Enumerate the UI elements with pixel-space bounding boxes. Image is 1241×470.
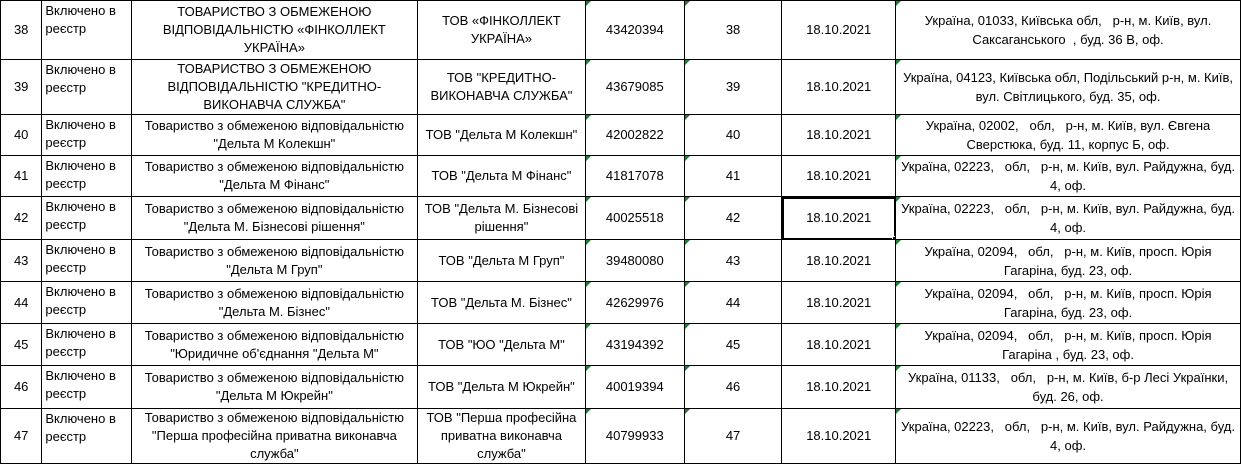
full-name-cell-text: Товариство з обмеженою відповідальністю "Дельта М Юкрейн" <box>144 370 404 403</box>
number-as-text-indicator-icon <box>685 240 690 245</box>
row-number-cell[interactable] <box>1 366 42 409</box>
registry-number-cell-text: 39 <box>725 79 741 94</box>
date-cell[interactable] <box>782 240 896 282</box>
date-cell[interactable] <box>782 324 896 366</box>
number-as-text-indicator-icon <box>586 156 591 161</box>
date-cell-text: 18.10.2021 <box>806 252 872 268</box>
status-cell-text: Включено в реєстр <box>45 199 116 232</box>
status-cell-text: Включено в реєстр <box>45 242 116 275</box>
number-as-text-indicator-icon <box>896 240 901 245</box>
full-name-cell-text: Товариство з обмеженою відповідальністю "Юридичне об'єднання "Дельта М" <box>144 327 404 361</box>
edrpou-code-cell-text: 40025518 <box>605 210 664 225</box>
row-number-cell-text: 42 <box>13 210 29 225</box>
status-cell[interactable] <box>42 240 131 282</box>
full-name-cell-text: Товариство з обмеженою відповідальністю "Дельта М. Бізнес" <box>144 285 404 319</box>
short-name-cell-text: ТОВ "КРЕДИТНО- ВИКОНАВЧА СЛУЖБА" <box>430 70 573 103</box>
row-number-cell-text: 43 <box>13 252 29 268</box>
edrpou-code-cell[interactable] <box>585 156 684 197</box>
registry-number-cell[interactable] <box>684 282 782 324</box>
edrpou-code-cell[interactable] <box>585 115 684 156</box>
status-cell[interactable] <box>42 197 131 240</box>
date-cell[interactable] <box>782 366 896 409</box>
number-as-text-indicator-icon <box>685 324 690 329</box>
registry-number-cell-text: 41 <box>725 168 741 183</box>
address-cell-text: Україна, 02094, обл, р-н, м. Київ, просп. Юрія Гагаріна, буд. 23, оф. <box>924 243 1212 278</box>
table-row <box>1 1 1241 60</box>
date-cell[interactable] <box>782 156 896 197</box>
number-as-text-indicator-icon <box>685 409 690 414</box>
edrpou-code-cell-text: 43194392 <box>605 336 664 352</box>
date-cell[interactable] <box>782 409 896 464</box>
date-cell-text: 18.10.2021 <box>806 168 872 183</box>
date-cell-text: 18.10.2021 <box>806 379 872 394</box>
full-name-cell-text: Товариство з обмеженою відповідальністю "Дельта М Фінанс" <box>144 159 404 192</box>
status-cell[interactable] <box>42 324 131 366</box>
row-number-cell-text: 45 <box>13 336 29 352</box>
edrpou-code-cell[interactable] <box>585 324 684 366</box>
short-name-cell-text: ТОВ "Дельта М. Бізнесові рішення" <box>424 201 579 234</box>
registry-number-cell-text: 46 <box>725 379 741 394</box>
edrpou-code-cell[interactable] <box>585 282 684 324</box>
number-as-text-indicator-icon <box>896 115 901 120</box>
status-cell-text: Включено в реєстр <box>45 158 116 191</box>
status-cell[interactable] <box>42 282 131 324</box>
number-as-text-indicator-icon <box>896 197 901 202</box>
address-cell-text: Україна, 01033, Київська обл, р-н, м. Київ, вул. Саксаганського , буд. 36 В, оф. <box>924 13 1212 47</box>
full-name-cell[interactable] <box>131 115 417 156</box>
status-cell[interactable] <box>42 60 131 115</box>
edrpou-code-cell-text: 43420394 <box>605 22 664 37</box>
registry-number-cell[interactable] <box>684 240 782 282</box>
date-cell-text: 18.10.2021 <box>806 127 872 142</box>
number-as-text-indicator-icon <box>685 197 690 202</box>
number-as-text-indicator-icon <box>586 282 591 287</box>
date-cell[interactable] <box>782 282 896 324</box>
status-cell-text: Включено в реєстр <box>45 411 116 444</box>
table-row <box>1 282 1241 324</box>
edrpou-code-cell[interactable] <box>585 240 684 282</box>
number-as-text-indicator-icon <box>896 60 901 65</box>
registry-number-cell-text: 40 <box>725 127 741 142</box>
full-name-cell-text: ТОВАРИСТВО З ОБМЕЖЕНОЮ ВІДПОВІДАЛЬНІСТЮ «ФІНКОЛЛЕКТ УКРАЇНА» <box>162 4 386 55</box>
full-name-cell-text: Товариство з обмеженою відповідальністю "Перша професійна приватна виконавча служба" <box>144 410 404 461</box>
status-cell[interactable] <box>42 115 131 156</box>
row-number-cell-text: 44 <box>13 294 29 310</box>
short-name-cell-text: ТОВ "Дельта М Колекшн" <box>425 127 578 142</box>
short-name-cell[interactable] <box>418 324 586 366</box>
number-as-text-indicator-icon <box>586 324 591 329</box>
registry-number-cell[interactable] <box>684 156 782 197</box>
registry-number-cell[interactable] <box>684 324 782 366</box>
status-cell-text: Включено в реєстр <box>45 3 116 36</box>
date-cell[interactable] <box>782 115 896 156</box>
registry-number-cell[interactable] <box>684 366 782 409</box>
address-cell-text: Україна, 02094, обл, р-н, м. Київ, просп. Юрія Гагаріна , буд. 23, оф. <box>924 327 1212 362</box>
row-number-cell-text: 41 <box>13 168 29 183</box>
edrpou-code-cell-text: 42629976 <box>605 294 664 310</box>
short-name-cell-text: ТОВ «ФІНКОЛЛЕКТ УКРАЇНА» <box>442 13 561 46</box>
table-row <box>1 60 1241 115</box>
address-cell[interactable] <box>896 409 1241 464</box>
short-name-cell-text: ТОВ "Перша професійна приватна виконавча служба" <box>426 410 577 461</box>
number-as-text-indicator-icon <box>896 156 901 161</box>
full-name-cell[interactable] <box>131 1 417 60</box>
address-cell[interactable] <box>896 197 1241 240</box>
status-cell-text: Включено в реєстр <box>45 368 116 401</box>
edrpou-code-cell-text: 40799933 <box>605 428 664 443</box>
full-name-cell[interactable] <box>131 156 417 197</box>
table-row <box>1 240 1241 282</box>
address-cell[interactable] <box>896 156 1241 197</box>
full-name-cell[interactable] <box>131 197 417 240</box>
row-number-cell[interactable] <box>1 197 42 240</box>
number-as-text-indicator-icon <box>685 115 690 120</box>
date-cell-text: 18.10.2021 <box>806 210 872 225</box>
table-row <box>1 197 1241 240</box>
number-as-text-indicator-icon <box>586 366 591 371</box>
address-cell-text: Україна, 02094, обл, р-н, м. Київ, просп. Юрія Гагаріна, буд. 23, оф. <box>924 285 1212 320</box>
address-cell-text: Україна, 02223, обл, р-н, м. Київ, вул. Райдужна, буд. 4, оф. <box>901 419 1235 453</box>
registry-number-cell-text: 43 <box>725 252 741 268</box>
address-cell[interactable] <box>896 1 1241 60</box>
number-as-text-indicator-icon <box>586 60 591 65</box>
number-as-text-indicator-icon <box>896 409 901 414</box>
short-name-cell[interactable] <box>418 1 586 60</box>
status-cell[interactable] <box>42 1 131 60</box>
short-name-cell[interactable] <box>418 115 586 156</box>
status-cell-text: Включено в реєстр <box>45 326 116 359</box>
row-number-cell[interactable] <box>1 240 42 282</box>
address-cell[interactable] <box>896 60 1241 115</box>
date-cell[interactable] <box>782 1 896 60</box>
edrpou-code-cell-text: 39480080 <box>605 252 664 268</box>
short-name-cell-text: ТОВ "Дельта М Фінанс" <box>431 168 572 183</box>
full-name-cell[interactable] <box>131 409 417 464</box>
number-as-text-indicator-icon <box>896 282 901 287</box>
short-name-cell[interactable] <box>418 60 586 115</box>
number-as-text-indicator-icon <box>685 282 690 287</box>
row-number-cell[interactable] <box>1 1 42 60</box>
full-name-cell-text: Товариство з обмеженою відповідальністю "Дельта М Колекшн" <box>144 118 404 151</box>
short-name-cell[interactable] <box>418 197 586 240</box>
registry-number-cell-text: 42 <box>725 210 741 225</box>
date-cell-text: 18.10.2021 <box>806 336 872 352</box>
short-name-cell[interactable] <box>418 409 586 464</box>
address-cell[interactable] <box>896 366 1241 409</box>
address-cell[interactable] <box>896 282 1241 324</box>
row-number-cell[interactable] <box>1 115 42 156</box>
edrpou-code-cell[interactable] <box>585 1 684 60</box>
row-number-cell[interactable] <box>1 324 42 366</box>
short-name-cell[interactable] <box>418 282 586 324</box>
row-number-cell-text: 47 <box>13 428 29 443</box>
date-cell-text: 18.10.2021 <box>806 428 872 443</box>
table-row <box>1 366 1241 409</box>
registry-number-cell[interactable] <box>684 197 782 240</box>
number-as-text-indicator-icon <box>685 60 690 65</box>
edrpou-code-cell-text: 43679085 <box>605 79 664 94</box>
address-cell[interactable] <box>896 240 1241 282</box>
row-number-cell-text: 39 <box>13 79 29 94</box>
row-number-cell[interactable] <box>1 156 42 197</box>
number-as-text-indicator-icon <box>685 156 690 161</box>
full-name-cell[interactable] <box>131 324 417 366</box>
table-row <box>1 156 1241 197</box>
address-cell-text: Україна, 02223, обл, р-н, м. Київ, вул. Райдужна, буд. 4, оф. <box>901 201 1235 235</box>
short-name-cell[interactable] <box>418 240 586 282</box>
date-cell-text: 18.10.2021 <box>806 294 872 310</box>
date-cell[interactable] <box>782 60 896 115</box>
full-name-cell-text: Товариство з обмеженою відповідальністю "Дельта М Груп" <box>144 243 404 277</box>
registry-number-cell[interactable] <box>684 115 782 156</box>
registry-number-cell[interactable] <box>684 1 782 60</box>
status-cell[interactable] <box>42 156 131 197</box>
address-cell[interactable] <box>896 324 1241 366</box>
short-name-cell[interactable] <box>418 156 586 197</box>
number-as-text-indicator-icon <box>586 1 591 6</box>
status-cell[interactable] <box>42 366 131 409</box>
short-name-cell-text: ТОВ "Дельта М Юкрейн" <box>428 379 575 394</box>
number-as-text-indicator-icon <box>685 366 690 371</box>
table-row <box>1 324 1241 366</box>
status-cell-text: Включено в реєстр <box>45 117 116 150</box>
number-as-text-indicator-icon <box>896 366 901 371</box>
edrpou-code-cell[interactable] <box>585 366 684 409</box>
full-name-cell[interactable] <box>131 282 417 324</box>
number-as-text-indicator-icon <box>896 1 901 6</box>
status-cell[interactable] <box>42 409 131 464</box>
registry-number-cell-text: 38 <box>725 22 741 37</box>
registry-number-cell-text: 44 <box>725 294 741 310</box>
address-cell-text: Україна, 02002, обл, р-н, м. Київ, вул. Євгена Сверстюка, буд. 11, корпус Б, оф. <box>925 118 1211 152</box>
row-number-cell-text: 38 <box>13 22 29 37</box>
registry-number-cell-text: 45 <box>725 336 741 352</box>
address-cell-text: Україна, 04123, Київська обл, Подільський р-н, м. Київ, вул. Світлицького, буд. 35, оф. <box>903 70 1234 104</box>
full-name-cell[interactable] <box>131 366 417 409</box>
registry-number-cell[interactable] <box>684 60 782 115</box>
number-as-text-indicator-icon <box>896 324 901 329</box>
number-as-text-indicator-icon <box>586 409 591 414</box>
status-cell-text: Включено в реєстр <box>45 284 116 317</box>
edrpou-code-cell-text: 42002822 <box>605 127 664 142</box>
address-cell-text: Україна, 01133, обл, р-н, м. Київ, б-р Лесі Українки, буд. 26, оф. <box>908 370 1229 404</box>
row-number-cell-text: 40 <box>13 127 29 142</box>
edrpou-code-cell[interactable] <box>585 60 684 115</box>
short-name-cell[interactable] <box>418 366 586 409</box>
status-cell-text: Включено в реєстр <box>45 62 116 95</box>
row-number-cell[interactable] <box>1 60 42 115</box>
address-cell-text: Україна, 02223, обл, р-н, м. Київ, вул. Райдужна, буд. 4, оф. <box>901 159 1235 193</box>
selected-cell[interactable] <box>782 197 896 240</box>
short-name-cell-text: ТОВ "Дельта М. Бізнес" <box>430 294 572 310</box>
table-row <box>1 409 1241 464</box>
edrpou-code-cell-text: 41817078 <box>605 168 664 183</box>
table-row <box>1 115 1241 156</box>
address-cell[interactable] <box>896 115 1241 156</box>
full-name-cell-text: Товариство з обмеженою відповідальністю "Дельта М. Бізнесові рішення" <box>144 201 404 234</box>
number-as-text-indicator-icon <box>685 1 690 6</box>
registry-number-cell[interactable] <box>684 409 782 464</box>
date-cell-text: 18.10.2021 <box>806 22 872 37</box>
full-name-cell[interactable] <box>131 60 417 115</box>
edrpou-code-cell-text: 40019394 <box>605 379 664 394</box>
date-cell-text: 18.10.2021 <box>806 79 872 94</box>
short-name-cell-text: ТОВ "Дельта М Груп" <box>438 252 565 268</box>
number-as-text-indicator-icon <box>586 197 591 202</box>
number-as-text-indicator-icon <box>586 240 591 245</box>
edrpou-code-cell[interactable] <box>585 409 684 464</box>
number-as-text-indicator-icon <box>586 115 591 120</box>
full-name-cell-text: ТОВАРИСТВО З ОБМЕЖЕНОЮ ВІДПОВІДАЛЬНІСТЮ "КРЕДИТНО- ВИКОНАВЧА СЛУЖБА" <box>167 61 382 112</box>
row-number-cell-text: 46 <box>13 379 29 394</box>
short-name-cell-text: ТОВ "ЮО "Дельта М" <box>438 336 565 352</box>
row-number-cell[interactable] <box>1 409 42 464</box>
row-number-cell[interactable] <box>1 282 42 324</box>
registry-number-cell-text: 47 <box>725 428 741 443</box>
edrpou-code-cell[interactable] <box>585 197 684 240</box>
full-name-cell[interactable] <box>131 240 417 282</box>
